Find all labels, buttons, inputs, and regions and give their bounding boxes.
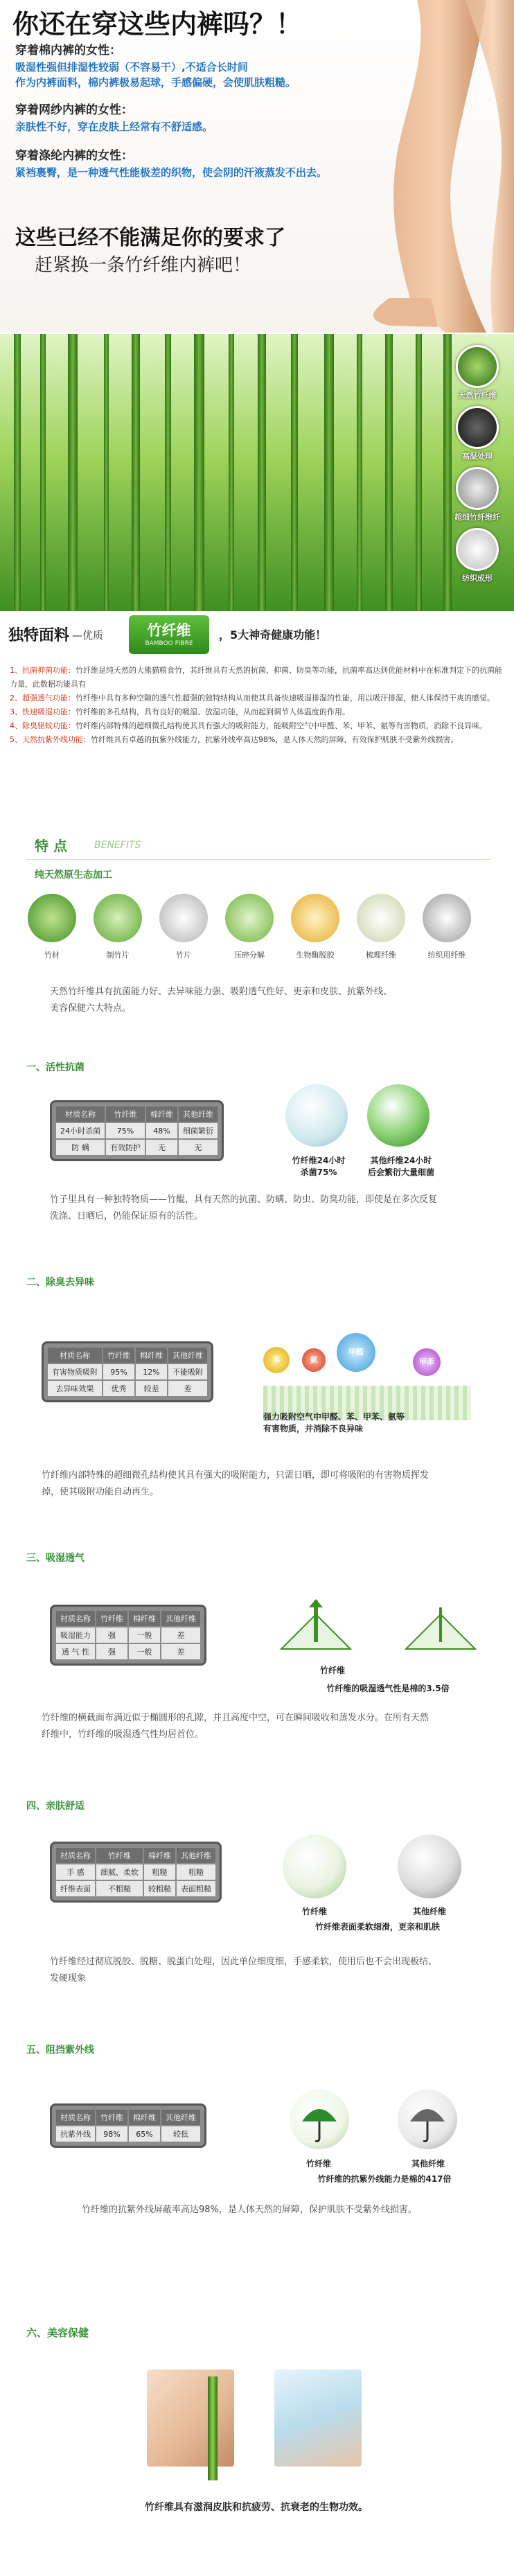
antibacterial-caption-1: 竹纤维24小时 杀菌75% — [292, 1156, 346, 1177]
table-cell: 95% — [103, 1364, 134, 1379]
table-cell: 有效防护 — [106, 1140, 145, 1155]
table-cell: 强 — [96, 1627, 127, 1643]
table-cell: 棉纤维 — [129, 2110, 160, 2125]
table-cell: 不能吸附 — [168, 1364, 207, 1379]
section-deodorize-title: 二、除臭去异味 — [26, 1277, 94, 1288]
divider — [26, 859, 490, 860]
bamboo-icon — [456, 345, 499, 388]
table-cell: 粗糙 — [177, 1864, 215, 1880]
table-cell: 其他纤维 — [161, 2110, 200, 2125]
features-title: 特 点 — [35, 838, 67, 854]
function-item — [10, 664, 506, 691]
section-breathable-title: 三、吸湿透气 — [26, 1553, 85, 1564]
table-cell: 优秀 — [103, 1381, 134, 1396]
bamboo-fibre-badge — [129, 615, 209, 654]
function-text: 竹纤维是纯天然的大熊猫粮食竹，其纤维具有天然的抗菌、抑菌、防臭等功能，抗菌率高达到优能材料中在标准判定下的抗菌能力量，此数据功能具有 — [10, 666, 502, 689]
mesh-heading: 穿着网纱内裤的女性： — [15, 103, 133, 117]
umbrella-other-icon — [398, 2090, 457, 2149]
function-text: 竹纤维中具有多种空隙的透气性超强的独特结构从而使其具备快速吸湿排湿的性能，用以吸汗排湿，使人体保持干爽的感觉。 — [76, 694, 495, 703]
comb-fiber-icon — [357, 894, 405, 942]
process-label: 纺织用纤维 — [427, 951, 466, 960]
table-cell: 材质名称 — [56, 1848, 95, 1863]
fiber-icon — [456, 467, 499, 510]
section-comfort-title: 四、亲肤舒适 — [26, 1801, 85, 1812]
charcoal-icon — [456, 406, 499, 449]
table-cell: 防 螨 — [56, 1140, 105, 1155]
comfort-caption-1: 竹纤维 — [301, 1907, 327, 1916]
table-cell: 吸湿能力 — [56, 1627, 95, 1643]
breathable-table — [50, 1605, 206, 1666]
breathable-text: 竹纤维的横截面布满近似于椭圆形的孔隙，并且高度中空，可在瞬间吸收和蒸发水分。在所有天然 纤维中，竹纤维的吸湿透气性均居首位。 — [42, 1713, 429, 1740]
unique-title: 独特面料 — [8, 627, 70, 644]
uv-caption-1: 竹纤维 — [305, 2159, 331, 2169]
table-cell: 较低 — [161, 2126, 200, 2142]
uv-table — [50, 2103, 206, 2148]
table-cell: 无 — [146, 1140, 177, 1155]
table-cell: 不粗糙 — [96, 1881, 143, 1896]
table-cell: 竹纤维 — [96, 2110, 127, 2125]
deodorize-table — [42, 1341, 213, 1402]
umbrella-bamboo-icon — [290, 2090, 349, 2149]
function-label: 1、抗菌抑菌功能： — [10, 666, 76, 675]
badge-en: BAMBOO FIBRE — [145, 640, 193, 647]
bubble-benzene: 苯 — [263, 1347, 290, 1373]
function-label: 3、快速吸湿功能： — [10, 707, 76, 716]
table-cell: 棉纤维 — [129, 1611, 160, 1626]
bamboo-stalk — [324, 334, 334, 611]
cotton-line-1: 吸湿性强但排湿性较弱（不容易干）,不适合长时间 — [15, 61, 248, 73]
antibacterial-caption-2: 其他纤维24小时 后会繁衍大量细菌 — [367, 1156, 434, 1177]
intro-line: 美容保健六大特点。 — [50, 1003, 132, 1014]
bottom-sub: 赶紧换一条竹纤维内裤吧！ — [35, 255, 251, 276]
bottom-title: 这些已经不能满足你的要求了 — [15, 226, 285, 250]
table-cell: 棉纤维 — [144, 1848, 175, 1863]
deodorize-caption: 强力吸附空气中甲醛、苯、甲苯、氨等 有害物质，并消除不良异味 — [263, 1412, 405, 1433]
table-cell: 差 — [161, 1627, 200, 1643]
bamboo-stalk — [104, 334, 109, 611]
comfort-table — [50, 1842, 222, 1903]
table-cell: 竹纤维 — [96, 1848, 143, 1863]
comfort-caption-3: 竹纤维表面柔软细滑，更亲和肌肤 — [314, 1922, 440, 1932]
bamboo-slice-icon — [94, 894, 142, 942]
table-cell: 细腻、柔软 — [96, 1864, 143, 1880]
table-cell: 其他纤维 — [161, 1611, 200, 1626]
function-item — [10, 705, 506, 719]
section-uv-title: 五、阻挡紫外线 — [26, 2045, 94, 2056]
process-label: 梳理纤维 — [366, 951, 396, 960]
yarn-icon — [456, 528, 499, 571]
bamboo-stalk — [165, 334, 171, 611]
table-cell: 差 — [161, 1644, 200, 1659]
bubble-toluene: 甲苯 — [413, 1348, 441, 1376]
hero-banner — [0, 0, 514, 333]
bamboo-stalk — [14, 334, 21, 611]
bamboo-stalk — [416, 334, 422, 611]
bamboo-stalk — [132, 334, 140, 611]
table-cell: 48% — [146, 1123, 177, 1138]
function-item — [10, 691, 506, 705]
uv-caption-2: 其他纤维 — [411, 2159, 445, 2169]
function-item — [10, 719, 506, 733]
bubble-formaldehyde: 甲醛 — [337, 1333, 375, 1372]
table-cell: 其他纤维 — [179, 1106, 218, 1122]
function-text: 竹纤维的多孔结构，具有良好的吸湿、放湿功能，从而起到调节人体温度的作用。 — [76, 707, 350, 716]
table-cell: 24小时杀菌 — [56, 1123, 105, 1138]
section-beauty-title: 六、美容保健 — [26, 2327, 89, 2339]
table-cell: 手 感 — [56, 1864, 95, 1880]
section-antibacterial-title: 一、活性抗菌 — [26, 1062, 85, 1073]
badge-cn: 竹纤维 — [147, 622, 191, 639]
crush-icon — [225, 894, 274, 942]
uv-text: 竹纤维的抗紫外线屏蔽率高达98%，是人体天然的屏障，保护肌肤不受紫外线损害。 — [82, 2205, 417, 2215]
table-cell: 表面粗糙 — [177, 1881, 215, 1896]
function-label: 2、超强透气功能： — [10, 694, 76, 703]
table-cell: 无 — [179, 1140, 218, 1155]
petri-clean-icon — [285, 1084, 348, 1147]
bubble-ammonia: 氨 — [302, 1348, 326, 1372]
bamboo-stalk — [208, 2376, 218, 2480]
table-cell: 材质名称 — [48, 1348, 102, 1363]
unique-dash: —优质 — [72, 629, 104, 642]
features-intro — [50, 984, 493, 1017]
process-label: 压碎分解 — [234, 951, 265, 960]
enzyme-icon — [291, 894, 339, 942]
table-cell: 强 — [96, 1644, 127, 1659]
table-cell: 较粗糙 — [144, 1881, 175, 1896]
function-label: 5、天然抗紫外线功能： — [10, 735, 91, 744]
table-cell: 竹纤维 — [103, 1348, 134, 1363]
table-cell: 有害物质吸附 — [48, 1364, 102, 1379]
comfort-caption-2: 其他纤维 — [412, 1907, 446, 1916]
table-cell: 较差 — [136, 1381, 167, 1396]
bamboo-stalk — [357, 334, 362, 611]
bamboo-stalk — [194, 334, 204, 611]
unique-suffix: ，5大神奇健康功能！ — [219, 628, 327, 642]
function-text: 竹纤维内部特殊的超细微孔结构使其具有强大的吸附能力，能吸附空气中甲醛、苯、甲苯、氨等有害物质，消除不良异味。 — [76, 721, 487, 730]
function-label: 4、除臭驱蚊功能： — [10, 721, 76, 730]
page-title: 你还在穿这些内裤吗？！ — [12, 9, 303, 39]
table-cell: 纤维表面 — [56, 1881, 95, 1896]
table-cell: 一般 — [129, 1644, 160, 1659]
table-cell: 12% — [136, 1364, 167, 1379]
table-cell: 98% — [96, 2126, 127, 2142]
process-label: 制竹片 — [106, 951, 130, 960]
function-list — [10, 664, 506, 747]
side-label-2: 高温处理 — [462, 452, 493, 461]
rough-fiber-icon — [398, 1835, 461, 1898]
petri-bacteria-icon — [367, 1084, 429, 1147]
breathable-illustration — [274, 1594, 503, 1663]
table-cell: 竹纤维 — [106, 1106, 145, 1122]
bamboo-stalk — [385, 334, 393, 611]
bamboo-stalk — [40, 334, 46, 611]
bamboo-stalk — [443, 334, 452, 611]
side-label-4: 纺织成形 — [462, 574, 493, 583]
yarn-spool-icon — [423, 894, 471, 942]
bamboo-stalk — [229, 334, 234, 611]
bamboo-stalk — [258, 334, 266, 611]
process-label: 生物酶脱胶 — [296, 951, 335, 960]
woman-relax-photo — [274, 2370, 362, 2467]
table-cell: 粗糙 — [144, 1864, 175, 1880]
antibacterial-text: 竹子里具有一种独特物质——竹醌，具有天然的抗菌、防螨、防虫、防臭功能，即使是在多次反复 洗涤、日晒后，仍能保证原有的活性。 — [50, 1194, 438, 1221]
side-label-1: 天然竹纤维 — [458, 391, 497, 400]
table-cell: 其他纤维 — [177, 1848, 215, 1863]
woman-face-photo — [147, 2370, 234, 2467]
table-cell: 棉纤维 — [136, 1348, 167, 1363]
process-row — [21, 894, 499, 977]
bamboo-stalk — [291, 334, 298, 611]
cotton-line-2: 作为内裤面料，棉内裤极易起球，手感偏硬，会使肌肤粗糙。 — [15, 76, 296, 89]
process-icons — [453, 339, 502, 583]
table-cell: 抗紫外线 — [56, 2126, 95, 2142]
process-label: 竹片 — [176, 951, 191, 960]
poly-heading: 穿着涤纶内裤的女性： — [15, 149, 133, 163]
breathable-caption-2: 竹纤维的吸湿透气性是棉的3.5倍 — [326, 1684, 450, 1693]
function-item — [10, 733, 506, 747]
cotton-heading: 穿着棉内裤的女性： — [15, 44, 121, 58]
table-cell: 材质名称 — [56, 1611, 95, 1626]
smooth-fiber-icon — [283, 1835, 346, 1898]
table-cell: 其他纤维 — [168, 1348, 207, 1363]
breathable-caption-1: 竹纤维 — [319, 1666, 345, 1675]
table-cell: 细菌繁衍 — [179, 1123, 218, 1138]
features-title-en: BENEFITS — [94, 840, 141, 851]
process-label: 竹材 — [44, 951, 60, 960]
table-cell: 材质名称 — [56, 1106, 105, 1122]
table-cell: 材质名称 — [56, 2110, 95, 2125]
bamboo-material-icon — [28, 894, 76, 942]
table-cell: 去异味效果 — [48, 1381, 102, 1396]
function-text: 竹纤维具有卓越的抗紫外线能力，抗紫外线率高达98%，是人体天然的屏障，有效保护肌肤不受紫外线损害。 — [91, 735, 459, 744]
intro-line: 天然竹纤维具有抗菌能力好、去异味能力强、吸附透气性好、更亲和皮肤、抗紫外线、 — [50, 987, 393, 997]
bamboo-forest-banner — [0, 334, 514, 611]
side-label-3: 超细竹纤维纤 — [454, 513, 500, 522]
chips-icon — [159, 894, 208, 942]
table-cell: 75% — [106, 1123, 145, 1138]
bamboo-stalk — [68, 334, 78, 611]
table-cell: 棉纤维 — [146, 1106, 177, 1122]
mesh-line-1: 亲肤性不好，穿在皮肤上经常有不舒适感。 — [15, 121, 213, 133]
uv-caption-3: 竹纤维的抗紫外线能力是棉的417倍 — [317, 2174, 452, 2184]
comfort-text: 竹纤维经过彻底脱胶、脱糖、脱蛋白处理，因此单位细度细，手感柔软，使用后也不会出现板结、 发硬现象 — [50, 1957, 438, 1984]
table-cell: 一般 — [129, 1627, 160, 1643]
antibacterial-table — [50, 1100, 224, 1161]
features-subtitle: 纯天然原生态加工 — [35, 870, 112, 881]
poly-line-1: 紧裆裹臀，是一种透气性能极差的织物，使会阴的汗液蒸发不出去。 — [15, 166, 328, 179]
table-cell: 透 气 性 — [56, 1644, 95, 1659]
table-cell: 竹纤维 — [96, 1611, 127, 1626]
beauty-caption: 竹纤维具有滋润皮肤和抗疲劳、抗衰老的生物功效。 — [145, 2502, 368, 2513]
deodorize-text: 竹纤维内部特殊的超细微孔结构使其具有强大的吸附能力，只需日晒，即可将吸附的有害物质挥发 掉，使其吸附功能自动再生。 — [42, 1470, 429, 1497]
table-cell: 差 — [168, 1381, 207, 1396]
table-cell: 65% — [129, 2126, 160, 2142]
